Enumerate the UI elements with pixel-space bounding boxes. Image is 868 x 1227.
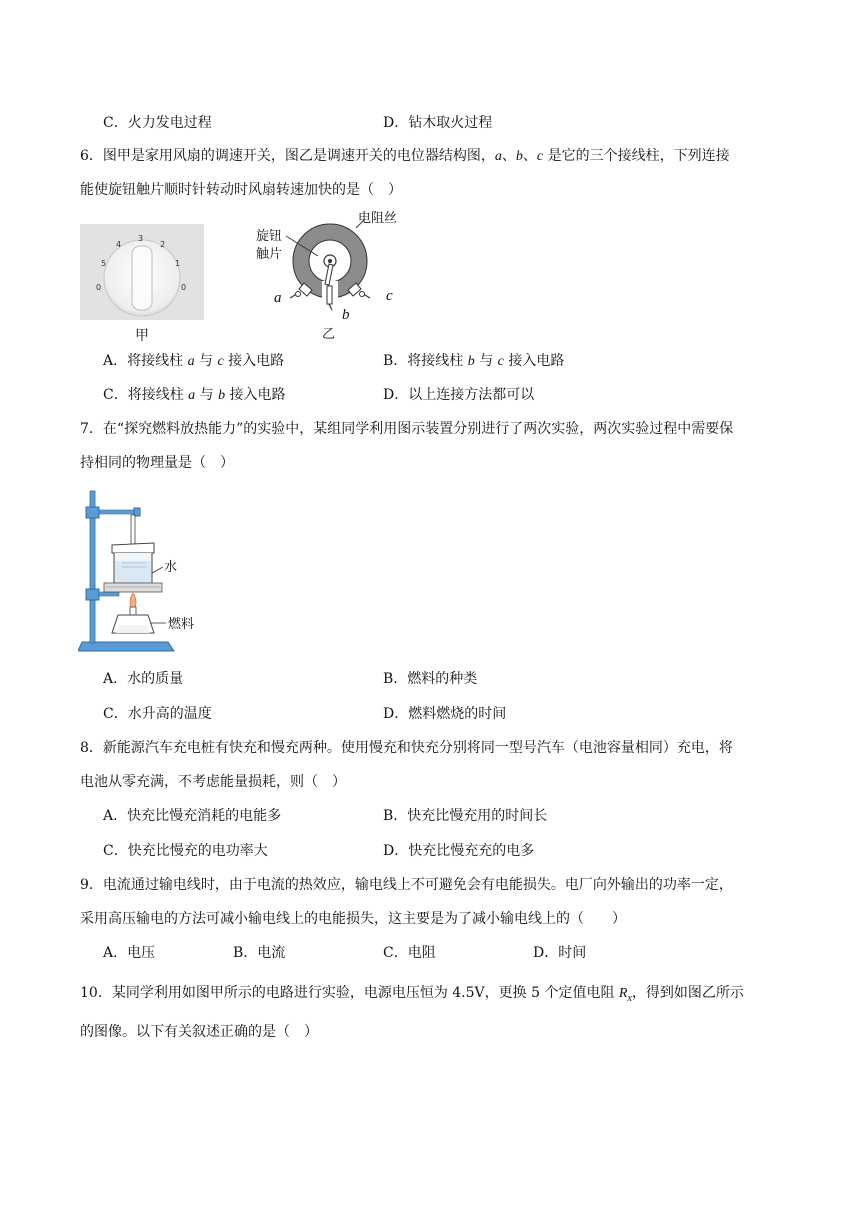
q7-option-d: D．燃料燃烧的时间	[383, 706, 507, 722]
q7-option-c: C．水升高的温度	[103, 706, 212, 722]
q8-stem-line2: 电池从零充满，不考虑能量损耗，则（ ）	[80, 774, 346, 790]
terminal-c-label: c	[386, 288, 393, 304]
dial-number: 4	[116, 240, 122, 249]
fuel-heating-apparatus	[78, 487, 208, 657]
label-knob-line1: 旋钮	[256, 229, 283, 244]
option-text: 接入电路	[225, 387, 286, 403]
q9-option-b: B．电流	[233, 945, 286, 961]
q6-var-c: c	[536, 149, 544, 164]
q7-stem-line1: 7．在“探究燃料放热能力”的实验中，某组同学利用图示装置分别进行了两次实验，两次实验过程中需要保	[80, 421, 734, 437]
figure-label-yi: 乙	[322, 327, 336, 342]
option-var: a	[187, 354, 195, 369]
q6-stem-text: 是它的三个接线柱，下列连接	[543, 148, 730, 164]
q6-option-d: D．以上连接方法都可以	[383, 387, 535, 403]
q6-sep: 、	[501, 148, 516, 164]
dial-number: 2	[160, 240, 166, 249]
dial-number: 5	[101, 259, 107, 268]
q9-option-d: D．时间	[533, 945, 587, 961]
q10-stem-text: ，得到如图乙所示	[631, 985, 744, 1001]
terminal-b-label: b	[342, 307, 350, 323]
q7-option-a: A．水的质量	[103, 671, 184, 687]
dial-number: 0	[181, 283, 187, 292]
q9-option-c: C．电阻	[383, 945, 436, 961]
q10-stem-line2: 的图像。以下有关叙述正确的是（ ）	[80, 1024, 318, 1040]
q6-sep: 、	[522, 148, 537, 164]
label-water: 水	[164, 560, 178, 575]
option-var: a	[188, 388, 196, 403]
q5-option-d: D．钻木取火过程	[383, 115, 493, 131]
q8-option-d: D．快充比慢充充的电多	[383, 843, 535, 859]
q6-option-c	[103, 385, 286, 406]
q10-stem-text: 10．某同学利用如图甲所示的电路进行实验，电源电压恒为 4.5V，更换 5 个定值电阻	[80, 985, 619, 1001]
q9-stem-line2: 采用高压输电的方法可减小输电线上的电能损失，这主要是为了减小输电线上的（ ）	[80, 911, 626, 927]
option-text: 与	[194, 353, 218, 369]
q8-option-a: A．快充比慢充消耗的电能多	[103, 808, 282, 824]
option-var: c	[497, 354, 504, 369]
option-text: C．将接线柱	[103, 387, 189, 403]
label-knob-line2: 触片	[256, 247, 283, 262]
option-var: c	[217, 354, 224, 369]
q10-var-subscript: x	[627, 992, 632, 1004]
q6-option-b	[383, 351, 564, 372]
q6-stem-text: 6．图甲是家用风扇的调速开关，图乙是调速开关的电位器结构图，	[80, 148, 495, 164]
q7-stem-line2: 持相同的物理量是（ ）	[80, 455, 234, 471]
potentiometer-diagram	[252, 206, 412, 346]
q8-option-c: C．快充比慢充的电功率大	[103, 843, 268, 859]
q10-var-r: R	[618, 986, 628, 1001]
dial-number: 1	[175, 259, 181, 268]
q5-option-c: C．火力发电过程	[103, 115, 212, 131]
option-text: 与	[195, 387, 219, 403]
label-fuel: 燃料	[168, 617, 195, 632]
q9-stem-line1: 9．电流通过输电线时，由于电流的热效应，输电线上不可避免会有电能损失。电厂向外输出的功率一定，	[80, 877, 733, 893]
q6-var-b: b	[515, 149, 523, 164]
q10-stem-line1	[80, 983, 744, 1009]
q6-stem-line1	[80, 146, 730, 167]
q9-option-a: A．电压	[103, 945, 156, 961]
q8-option-b: B．快充比慢充用的时间长	[383, 808, 548, 824]
option-text: A．将接线柱	[103, 353, 188, 369]
terminal-a-label: a	[274, 290, 282, 306]
q6-var-a: a	[494, 149, 502, 164]
q8-stem-line1: 8．新能源汽车充电桩有快充和慢充两种。使用慢充和快充分别将同一型号汽车（电池容量相同）充电，将	[80, 740, 733, 756]
q6-option-a	[103, 351, 284, 372]
q6-stem-line2: 能使旋钮触片顺时针转动时风扇转速加快的是（ ）	[80, 182, 402, 198]
dial-number: 0	[96, 283, 102, 292]
option-text: B．将接线柱	[383, 353, 468, 369]
option-text: 接入电路	[503, 353, 565, 369]
option-text: 与	[474, 353, 498, 369]
label-resistance-wire: 电阻丝	[358, 211, 398, 226]
option-var: b	[467, 354, 475, 369]
fan-speed-switch-photo	[80, 224, 204, 320]
q7-option-b: B．燃料的种类	[383, 671, 478, 687]
option-text: 接入电路	[223, 353, 285, 369]
figure-label-jia: 甲	[135, 328, 149, 344]
dial-number: 3	[138, 234, 144, 243]
option-var: b	[218, 388, 226, 403]
